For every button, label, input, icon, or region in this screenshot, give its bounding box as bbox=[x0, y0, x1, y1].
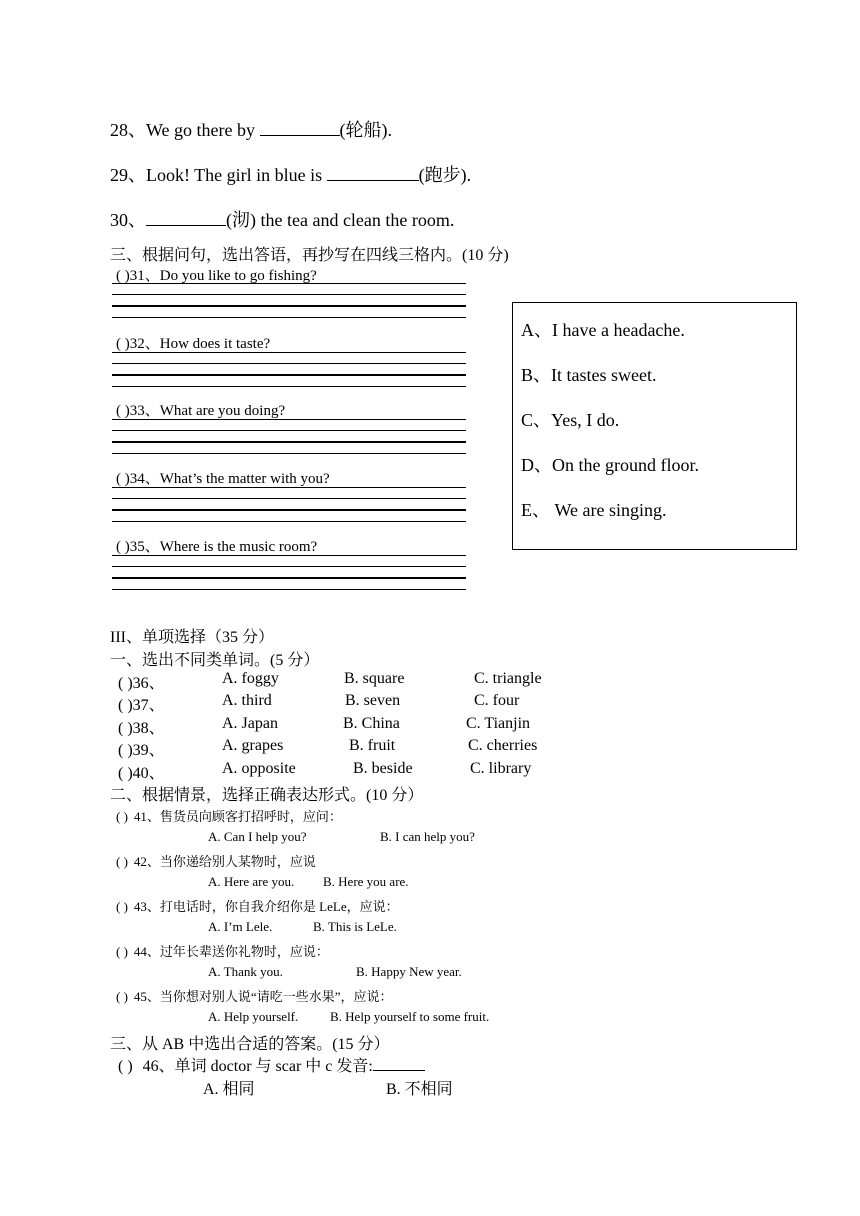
answer-options-box bbox=[512, 302, 797, 550]
match-question: ( )35、Where is the music room? bbox=[116, 539, 318, 555]
option-c[interactable]: C. triangle bbox=[474, 670, 542, 687]
answer-blank[interactable] bbox=[373, 1056, 425, 1071]
situation-question: ( ) 42、当你递给别人某物时，应说 bbox=[116, 854, 316, 869]
option-b[interactable]: B. Happy New year. bbox=[356, 964, 462, 979]
option-c[interactable]: C. four bbox=[474, 692, 520, 709]
option-b[interactable]: B. I can help you? bbox=[380, 829, 475, 844]
answer-option: D、On the ground floor. bbox=[521, 455, 699, 475]
option-b[interactable]: B. China bbox=[343, 715, 400, 732]
choice-row: ( )36、 bbox=[118, 675, 165, 692]
situation-question: ( ) 45、当你想对别人说“请吃一些水果”，应说： bbox=[116, 989, 393, 1004]
option-b[interactable]: B. beside bbox=[353, 760, 413, 777]
option-a[interactable]: A. opposite bbox=[222, 760, 296, 777]
option-b[interactable]: B. Here you are. bbox=[323, 874, 409, 889]
option-a[interactable]: A. third bbox=[222, 692, 272, 709]
option-b[interactable]: B. This is LeLe. bbox=[313, 919, 397, 934]
subsection-title: 二、根据情景，选择正确表达形式。(10 分） bbox=[110, 787, 424, 804]
answer-blank[interactable] bbox=[327, 164, 419, 181]
match-question: ( )34、What’s the matter with you? bbox=[116, 471, 330, 487]
choice-row: ( )39、 bbox=[118, 742, 165, 759]
option-b[interactable]: B. fruit bbox=[349, 737, 396, 754]
option-a[interactable]: A. 相同 bbox=[203, 1081, 255, 1098]
situation-question: ( ) 41、售货员向顾客打招呼时，应问： bbox=[116, 809, 342, 824]
option-b[interactable]: B. seven bbox=[345, 692, 401, 709]
match-question: ( )32、How does it taste? bbox=[116, 336, 271, 352]
option-a[interactable]: A. grapes bbox=[222, 737, 284, 754]
choice-question: ( ) 46、单词 doctor 与 scar 中 c 发音: bbox=[118, 1053, 425, 1076]
answer-option: B、It tastes sweet. bbox=[521, 365, 657, 385]
section-title: 三、根据问句，选出答语，再抄写在四线三格内。(10 分) bbox=[110, 247, 509, 264]
choice-row: ( )37、 bbox=[118, 697, 165, 714]
option-b[interactable]: B. Help yourself to some fruit. bbox=[330, 1009, 490, 1024]
answer-blank[interactable] bbox=[146, 209, 226, 226]
question-30: 30、 (沏) the tea and clean the room. bbox=[110, 210, 455, 230]
option-c[interactable]: C. cherries bbox=[468, 737, 538, 754]
option-c[interactable]: C. Tianjin bbox=[466, 715, 531, 732]
match-question: ( )33、What are you doing? bbox=[116, 403, 286, 419]
part-title: III、单项选择（35 分） bbox=[110, 629, 274, 646]
situation-question: ( ) 44、过年长辈送你礼物时，应说： bbox=[116, 944, 329, 959]
option-a[interactable]: A. Japan bbox=[222, 715, 278, 732]
option-a[interactable]: A. Help yourself. bbox=[208, 1009, 299, 1024]
subsection-title: 一、选出不同类单词。(5 分） bbox=[110, 652, 320, 669]
question-29: 29、Look! The girl in blue is (跑步). bbox=[110, 165, 472, 185]
answer-option: A、I have a headache. bbox=[521, 320, 685, 340]
match-question: ( )31、Do you like to go fishing? bbox=[116, 268, 317, 284]
answer-option: E、 We are singing. bbox=[521, 500, 667, 520]
option-a[interactable]: A. I’m Lele. bbox=[208, 919, 273, 934]
option-b[interactable]: B. square bbox=[344, 670, 405, 687]
option-a[interactable]: A. Can I help you? bbox=[208, 829, 307, 844]
option-c[interactable]: C. library bbox=[470, 760, 532, 777]
option-b[interactable]: B. 不相同 bbox=[386, 1081, 453, 1098]
answer-option: C、Yes, I do. bbox=[521, 410, 620, 430]
question-28: 28、We go there by (轮船). bbox=[110, 120, 393, 140]
choice-row: ( )40、 bbox=[118, 765, 165, 782]
answer-blank[interactable] bbox=[260, 119, 340, 136]
option-a[interactable]: A. Thank you. bbox=[208, 964, 283, 979]
option-a[interactable]: A. foggy bbox=[222, 670, 279, 687]
choice-row: ( )38、 bbox=[118, 720, 165, 737]
option-a[interactable]: A. Here are you. bbox=[208, 874, 295, 889]
situation-question: ( ) 43、打电话时，你自我介绍你是 LeLe，应说： bbox=[116, 899, 399, 914]
subsection-title: 三、从 AB 中选出合适的答案。(15 分） bbox=[110, 1036, 390, 1053]
